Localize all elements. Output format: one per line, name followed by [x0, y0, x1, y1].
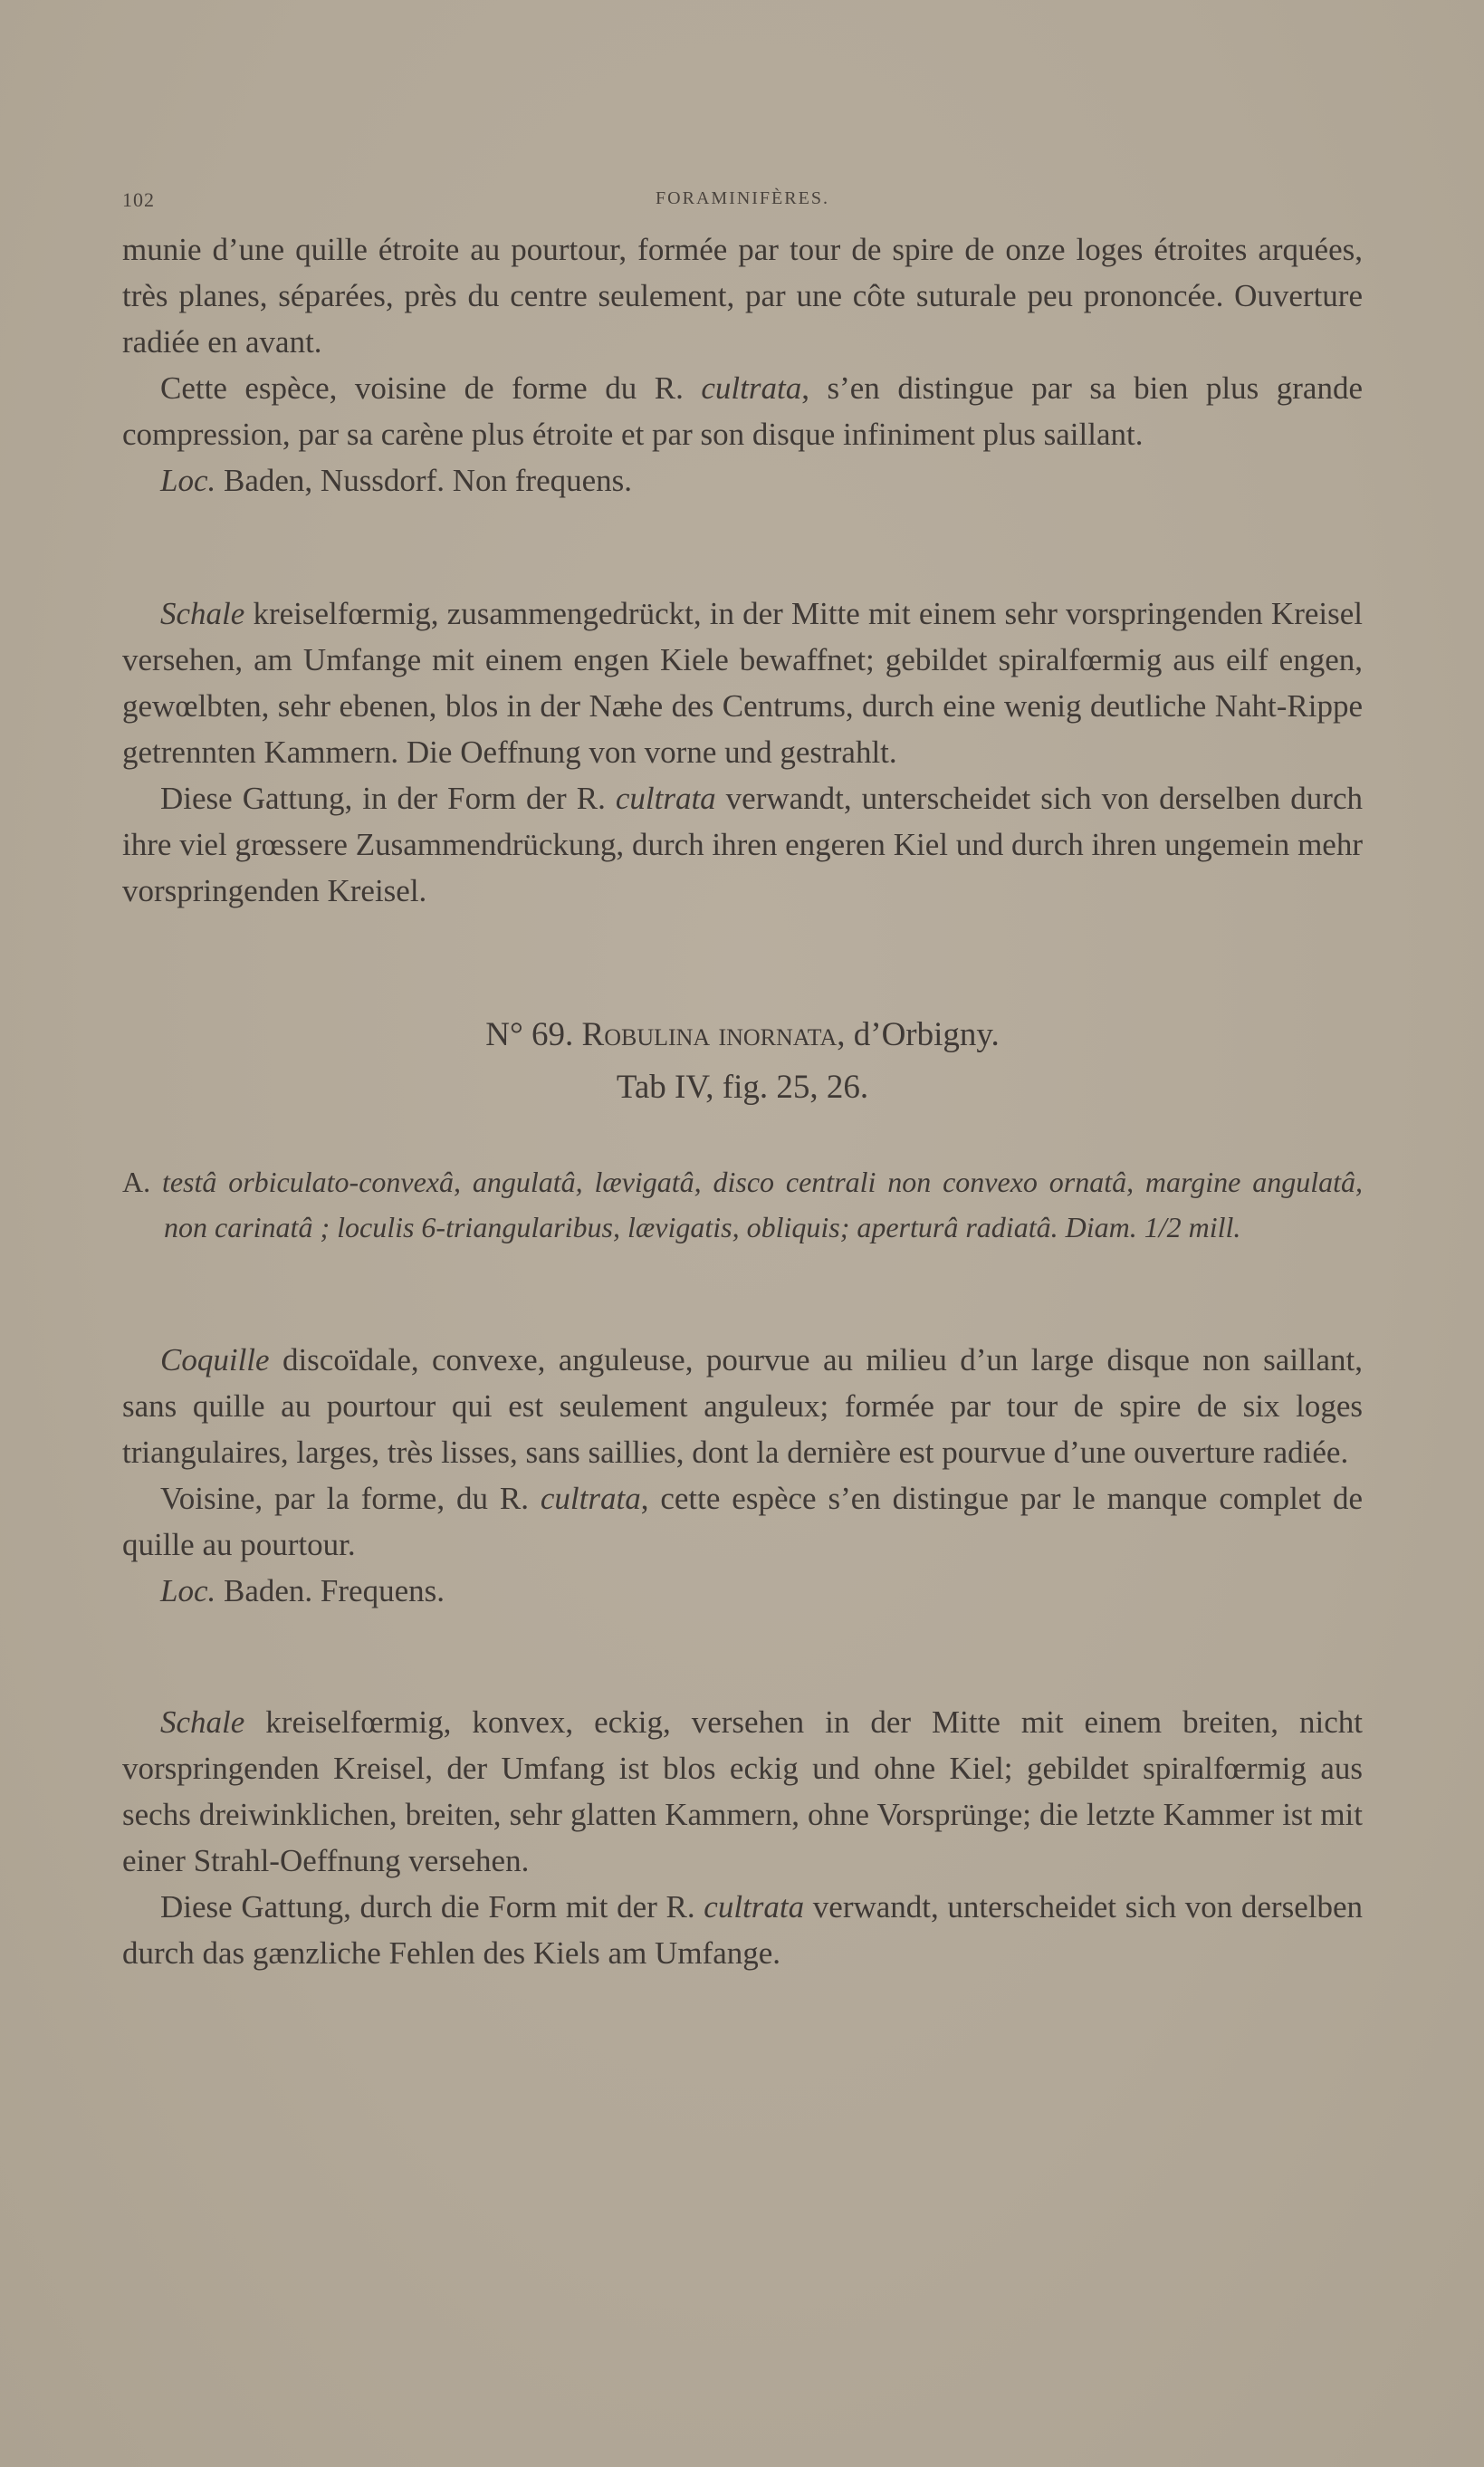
german-description	[122, 590, 1363, 914]
paragraph: Diese Gattung, durch die Form mit der R. cultrata verwandt, unterscheidet sich von derselben durch das gænzliche Fehlen des Kiels am Umfange.	[122, 1889, 1364, 1971]
diagnosis-label: A.	[122, 1166, 151, 1198]
diagnosis-text: testâ orbiculato-convexâ, angulatâ, lævigatâ, disco centrali non convexo ornatâ, margine angulatâ, non carinatâ ; loculis 6-triangularibus, lævigatis, obliquis; aperturâ radiatâ. Diam. 1/2 mill.	[150, 1166, 1363, 1243]
species-heading	[122, 1009, 1363, 1061]
genus-name: Robulina	[581, 1016, 711, 1053]
french-description	[122, 1337, 1363, 1614]
term-label: Schale	[160, 596, 245, 631]
latin-diagnosis	[122, 1159, 1363, 1250]
plate-reference: Tab IV, fig. 25, 26.	[616, 1069, 869, 1106]
paragraph: Diese Gattung, in der Form der R. cultrata verwandt, unterscheidet sich von derselben durch ihre viel grœssere Zusammendrückung, durch ihren engeren Kiel und durch ihren ungemein mehr vorspringenden Kreisel.	[122, 781, 1363, 908]
species-name: cultrata	[615, 781, 716, 816]
french-description-continued	[122, 226, 1363, 504]
locality-label: Loc.	[160, 463, 216, 498]
paragraph: Schale kreiselfœrmig, konvex, eckig, versehen in der Mitte mit einem breiten, nicht vorspringenden Kreisel, der Umfang ist blos eckig und ohne Kiel; gebildet spiralfœrmig aus sechs dreiwinklichen, breiten, sehr glatten Kammern, ohne Vorsprünge; die letzte Kammer ist mit einer Strahl-Oeffnung versehen.	[122, 1704, 1363, 1878]
species-author: , d’Orbigny.	[837, 1016, 1000, 1053]
species-name: cultrata	[704, 1889, 805, 1925]
locality-label: Loc.	[160, 1573, 216, 1608]
species-number: N° 69.	[485, 1016, 574, 1053]
species-name: cultrata	[701, 370, 802, 406]
running-title: FORAMINIFÈRES.	[656, 188, 829, 208]
locality: Loc. Baden, Nussdorf. Non frequens.	[160, 463, 633, 498]
species-name: cultrata	[540, 1481, 641, 1516]
term-label: Schale	[160, 1704, 245, 1740]
page-header	[122, 188, 1363, 216]
paragraph: munie d’une quille étroite au pourtour, formée par tour de spire de onze loges étroites arquées, très planes, séparées, près du centre seulement, par une côte suturale peu prononcée. Ouverture radiée en avant.	[122, 232, 1363, 360]
paragraph: Schale kreiselfœrmig, zusammengedrückt, in der Mitte mit einem sehr vorspringenden Kreisel versehen, am Umfange mit einem engen Kiele bewaffnet; gebildet spiralfœrmig aus eilf engen, gewœlbten, sehr ebenen, blos in der Næhe des Centrums, durch eine wenig deutliche Naht-Rippe getrennten Kammern. Die Oeffnung von vorne und gestrahlt.	[122, 596, 1363, 770]
locality: Loc. Baden. Frequens.	[160, 1573, 445, 1608]
german-description	[122, 1699, 1363, 1976]
page-number: 102	[122, 188, 155, 211]
paragraph: Cette espèce, voisine de forme du R. cultrata, s’en distingue par sa bien plus grande compression, par sa carène plus étroite et par son disque infiniment plus saillant.	[122, 370, 1363, 452]
term-label: Coquille	[160, 1342, 270, 1377]
paragraph: Coquille discoïdale, convexe, anguleuse, pourvue au milieu d’un large disque non saillant, sans quille au pourtour qui est seulement anguleux; formée par tour de spire de six loges triangulaires, larges, très lisses, sans saillies, dont la dernière est pourvue d’une ouverture radiée.	[122, 1342, 1363, 1470]
paragraph: Voisine, par la forme, du R. cultrata, cette espèce s’en distingue par le manque complet de quille au pourtour.	[122, 1481, 1364, 1562]
species-epithet: inornata	[718, 1016, 838, 1053]
